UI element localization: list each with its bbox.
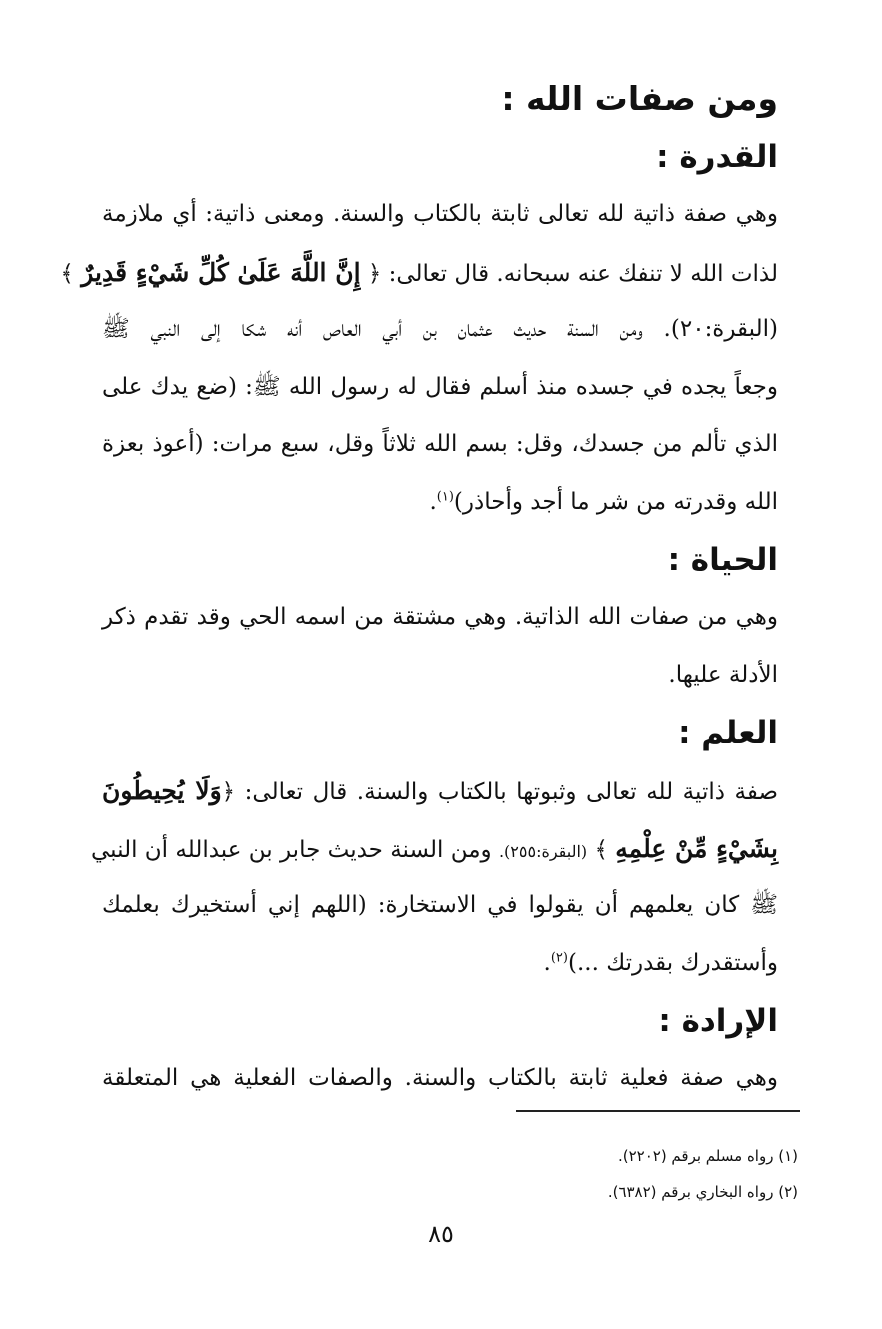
text-segment: الله وقدرته من شر ما أجد وأحاذر) [453,488,778,515]
text-line: ﷺ كان يعلمهم أن يقولوا في الاستخارة: (اللهم إني أستخيرك بعلمك [102,892,778,918]
text-segment: صفة ذاتية لله تعالى وثبوتها بالكتاب والسنة. قال تعالى: ﴿ [221,779,778,805]
text-line [91,820,778,878]
quran-verse: بِشَيْءٍ مِّنْ عِلْمِهِ [615,833,778,863]
text-segment: (البقرة:٢٠). ومن السنة حديث عثمان بن أبي العاص أنه شكا إلى النبي ﷺ [102,316,778,342]
text-segment: وأستقدرك بقدرتك ...) [567,949,778,976]
paragraph-irada [102,1050,778,1108]
section-title-sifat: ومن صفات الله : [501,79,778,118]
footnote-1: (١) رواه مسلم برقم (٢٢٠٢). [617,1147,798,1165]
paragraph-qudra [60,186,778,531]
text-line: وهي صفة ذاتية لله تعالى ثابتة بالكتاب والسنة. ومعنى ذاتية: أي ملازمة [102,201,778,227]
paragraph-ilm [91,762,778,992]
heading-qudra: القدرة : [656,139,778,175]
footnote-separator [516,1110,800,1112]
heading-irada: الإرادة : [658,1003,778,1039]
text-line: الذي تألم من جسدك، وقل: بسم الله ثلاثاً وقل، سبع مرات: (أعوذ بعزة [102,431,778,457]
heading-ilm: العلم : [678,715,778,751]
quran-verse: إِنَّ اللَّهَ عَلَىٰ كُلِّ شَيْءٍ قَدِيرٌ [81,257,361,287]
heading-hayat: الحياة : [667,542,778,578]
text-line [102,301,778,359]
paragraph-hayat [102,589,778,704]
text-line: وهي صفة فعلية ثابتة بالكتاب والسنة. والصفات الفعلية هي المتعلقة [102,1065,778,1091]
text-line: وجعاً يجده في جسده منذ أسلم فقال له رسول الله ﷺ: (ضع يدك على [102,373,778,400]
text-segment: لذات الله لا تنفك عنه سبحانه. قال تعالى: ﴿ [367,260,778,287]
text-line [60,244,778,302]
verse-reference: (البقرة:٢٥٥). [498,841,588,861]
text-line: الأدلة عليها. [668,661,778,688]
text-segment: . [429,488,437,515]
text-line [102,762,778,820]
text-line [102,474,778,532]
text-segment: ومن السنة حديث جابر بن عبدالله أن النبي [91,836,492,863]
footnote-2: (٢) رواه البخاري برقم (٦٣٨٢). [607,1183,798,1201]
text-segment: ﴾ [60,260,74,287]
text-segment: . [543,949,551,976]
page-number: ٨٥ [428,1220,454,1248]
footnote-ref[interactable]: (١) [436,488,454,504]
footnotes [298,1138,798,1210]
quran-verse: وَلَا يُحِيطُونَ [102,776,222,805]
text-line: وهي من صفات الله الذاتية. وهي مشتقة من اسمه الحي وقد تقدم ذكر [102,604,778,630]
footnote-ref[interactable]: (٢) [550,949,568,965]
text-line [102,935,778,993]
page-body [60,70,778,1108]
text-segment: ﴾ [594,836,608,863]
